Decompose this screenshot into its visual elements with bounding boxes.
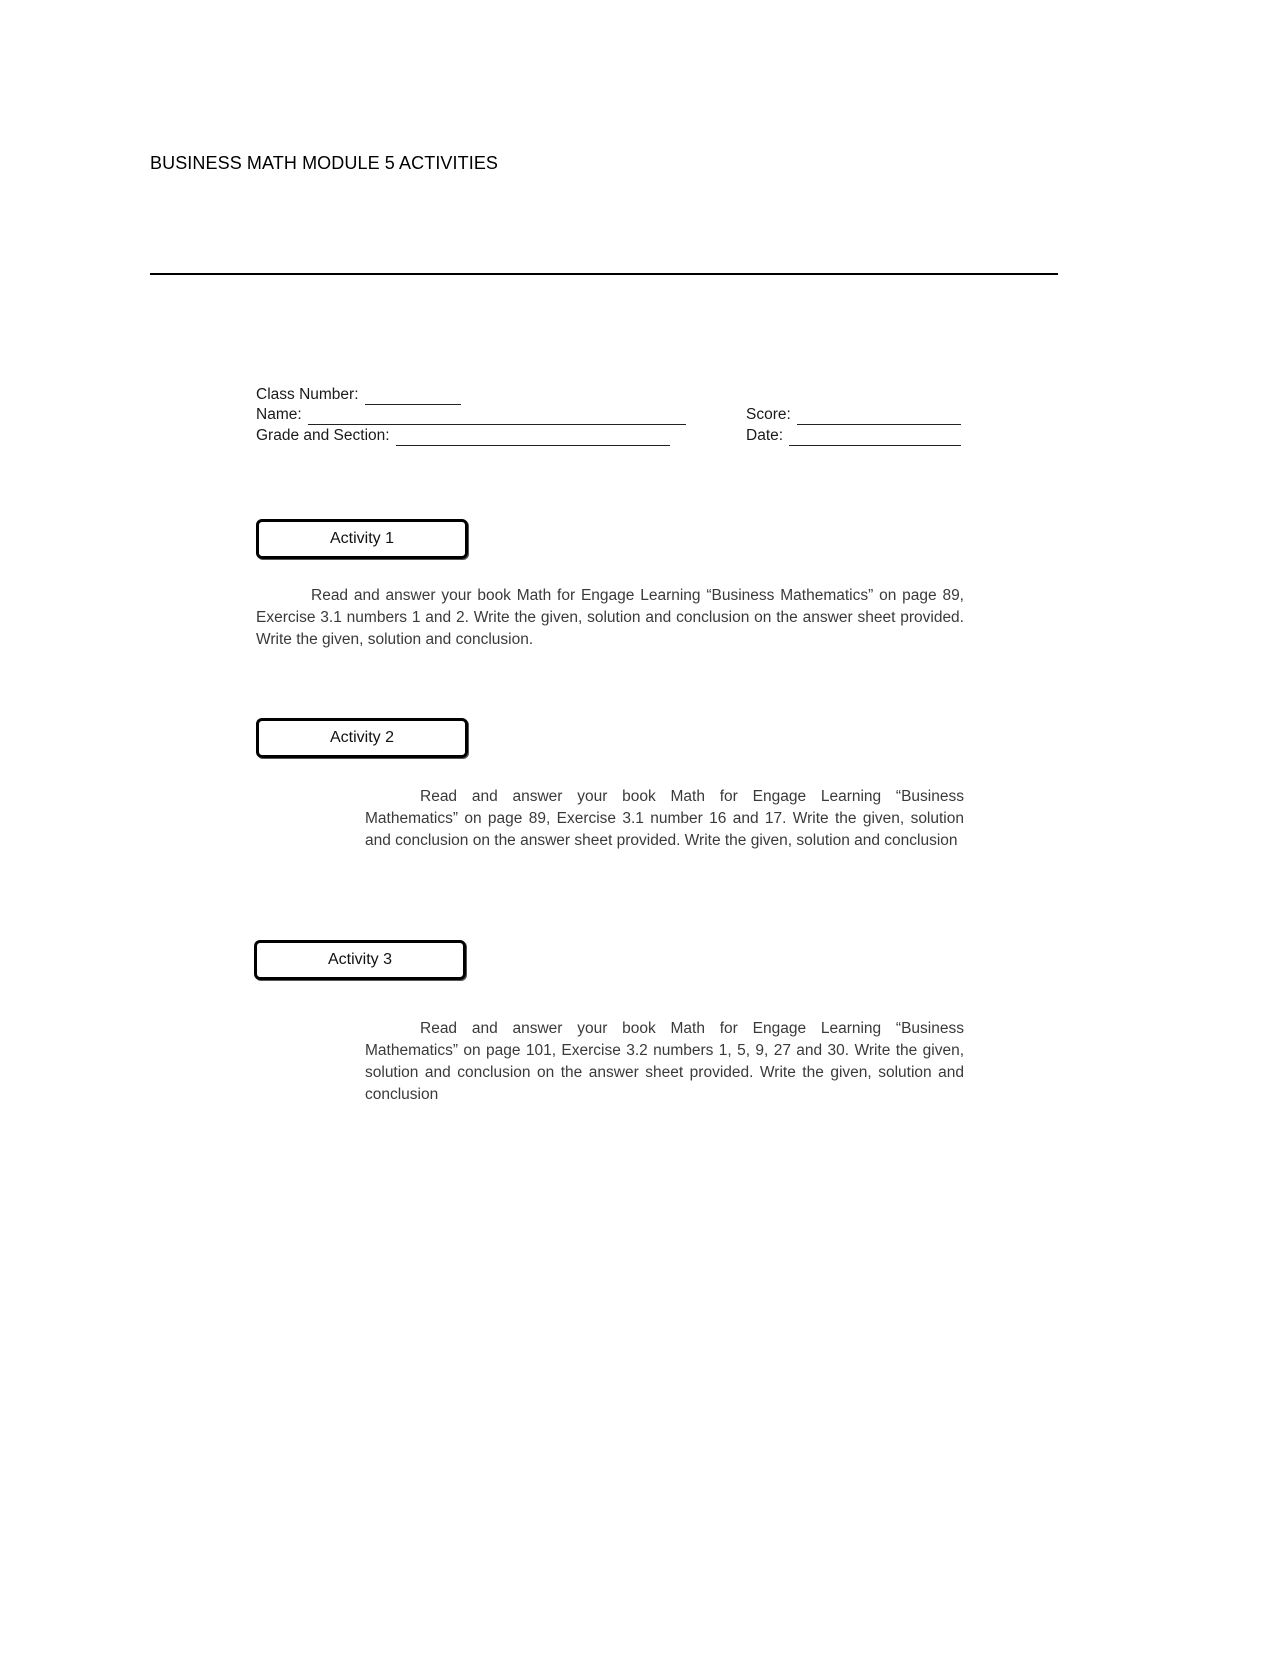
name-field (256, 405, 686, 425)
date-field (746, 426, 961, 446)
grade-section-blank (396, 431, 670, 446)
activity-2-label: Activity 2 (329, 729, 394, 746)
activity-1-heading (256, 519, 468, 559)
activity-2-instructions: Read and answer your book Math for Engage Learning “Business Mathematics” on page 89, Exercise 3.1 number 16 and 17. Write the given, solution and conclusion on the answer sheet provided. Write the given, solution and conclusion (365, 788, 964, 849)
score-field (746, 405, 961, 425)
title-divider (150, 273, 1058, 275)
class-number-blank (365, 390, 461, 405)
activity-1-instructions: Read and answer your book Math for Engage Learning “Business Mathematics” on page 89, Exercise 3.1 numbers 1 and 2. Write the given, solution and conclusion on the answer sheet provided. Write the given, solution and conclusion. (256, 587, 964, 648)
name-blank (308, 410, 686, 425)
activity-1-label: Activity 1 (329, 530, 394, 547)
score-blank (797, 410, 961, 425)
name-label: Name: (256, 406, 302, 423)
class-number-field (256, 385, 461, 405)
grade-section-field (256, 426, 670, 446)
grade-section-label: Grade and Section: (256, 427, 390, 444)
activity-2-heading (256, 718, 468, 758)
score-label: Score: (746, 406, 791, 423)
activity-3-heading (254, 940, 466, 980)
date-blank (789, 431, 961, 446)
activity-3-instructions: Read and answer your book Math for Engage Learning “Business Mathematics” on page 101, Exercise 3.2 numbers 1, 5, 9, 27 and 30. Write the given, solution and conclusion on the answer sheet provided. Write the given, solution and conclusion (365, 1020, 964, 1103)
page-title: BUSINESS MATH MODULE 5 ACTIVITIES (150, 153, 499, 173)
activity-3-label: Activity 3 (327, 951, 392, 968)
date-label: Date: (746, 427, 784, 444)
class-number-label: Class Number: (256, 386, 359, 403)
